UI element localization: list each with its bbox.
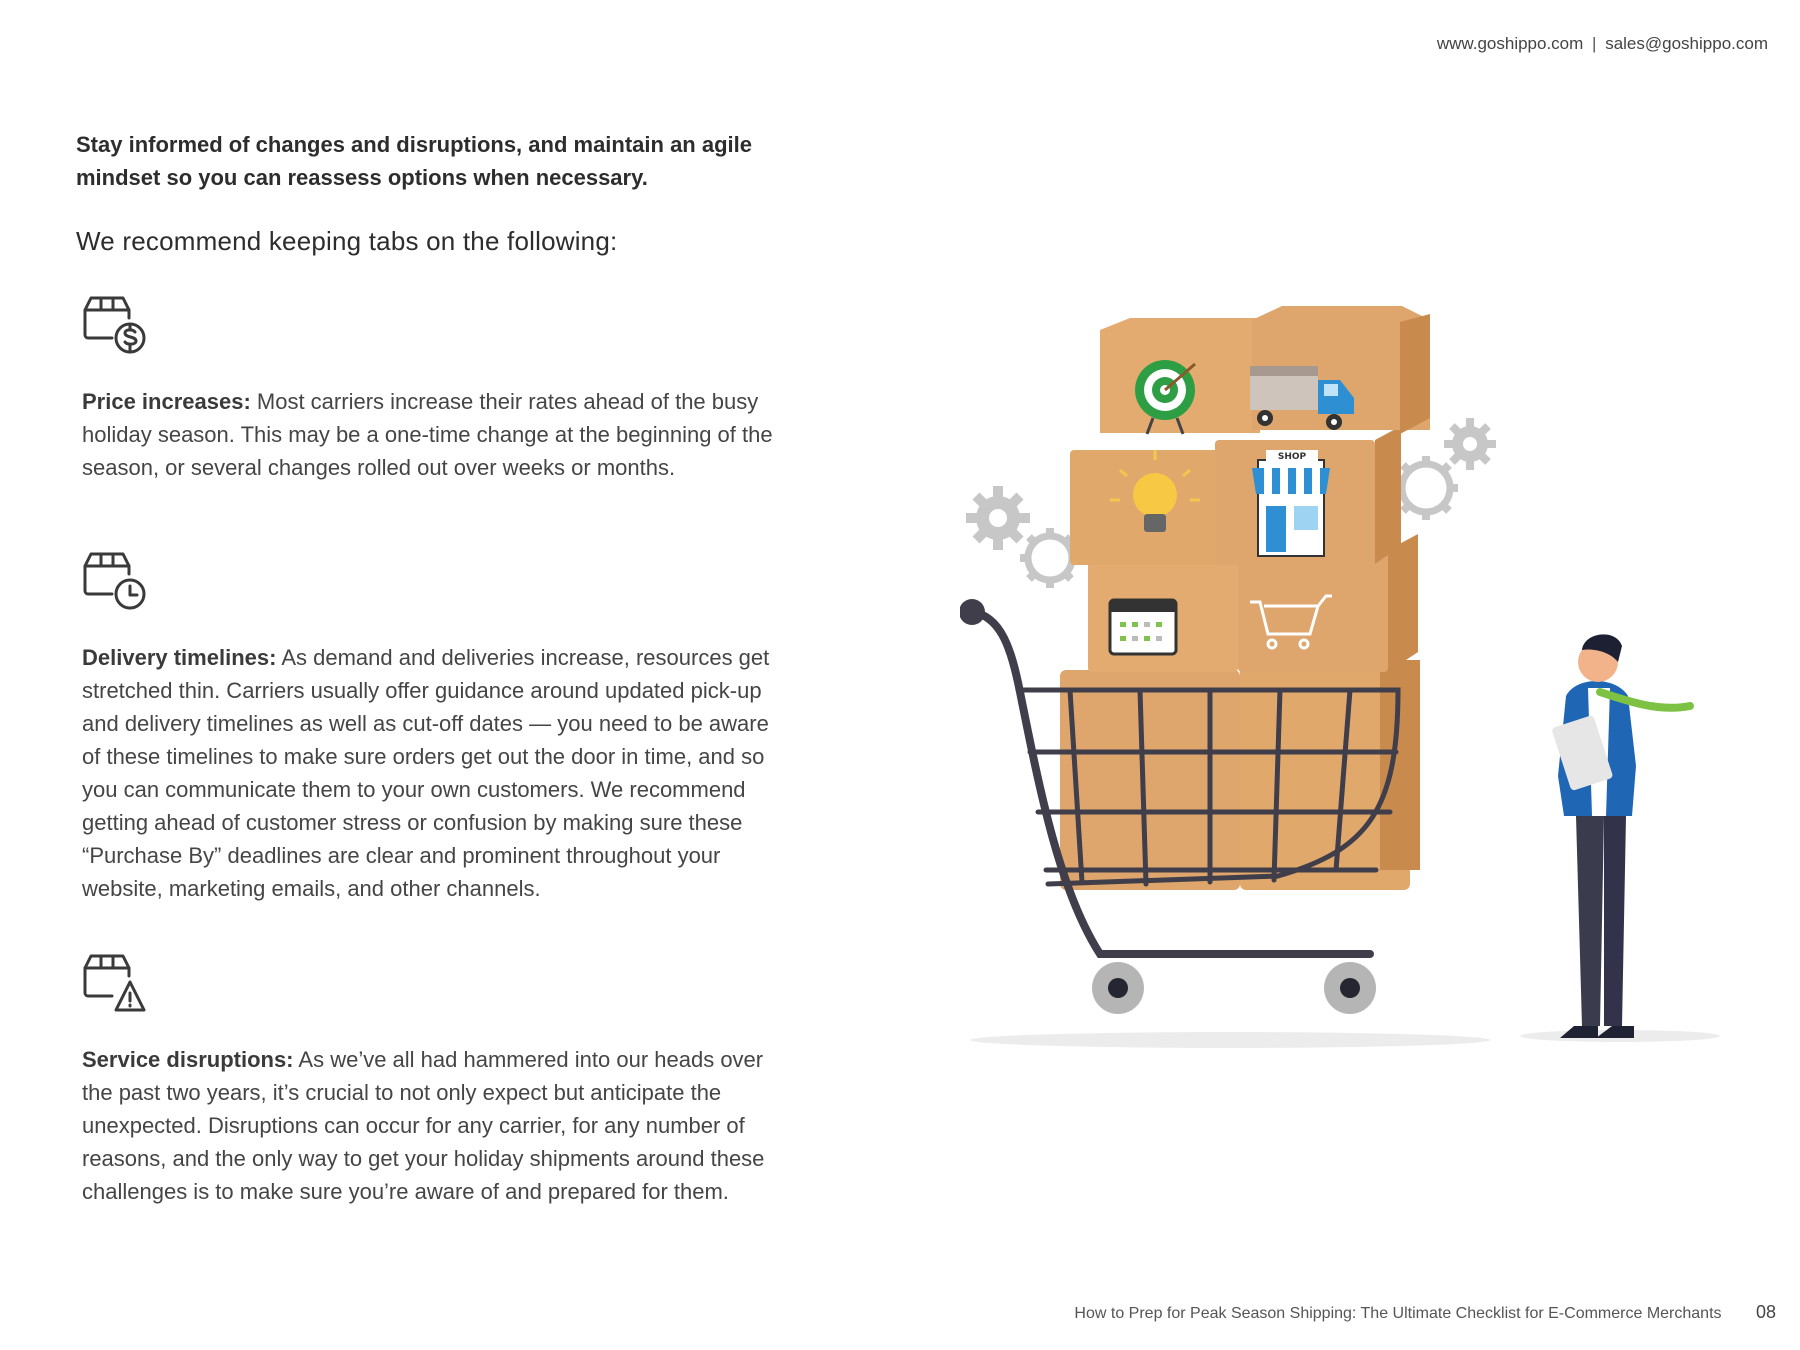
section-service-disruptions [82, 950, 782, 1208]
section-text [82, 385, 782, 484]
box-warning-icon [82, 950, 146, 1014]
cart-wheel [1324, 962, 1376, 1014]
page-footer [1074, 1302, 1776, 1323]
calendar-icon [1110, 600, 1176, 654]
section-text [82, 641, 782, 905]
website-link[interactable]: www.goshippo.com [1436, 34, 1584, 53]
section-title: Service disruptions: [82, 1047, 294, 1072]
box-clock-icon [82, 548, 146, 612]
box-stack [1060, 306, 1430, 890]
subheading: We recommend keeping tabs on the following: [76, 226, 618, 256]
cart-wheel [1092, 962, 1144, 1014]
footer-title: How to Prep for Peak Season Shipping: The Ultimate Checklist for E-Commerce Merchants [1074, 1305, 1722, 1322]
section-body: Most carriers increase their rates ahead of the busy holiday season. This may be a one-time change at the beginning of the season, or several changes rolled out over weeks or months. [82, 389, 773, 480]
section-body: As we’ve all had hammered into our heads over the past two years, it’s crucial to not only expect but anticipate the unexpected. Disruptions can occur for any carrier, for any number of reasons, and the only way to get your holiday shipments around these challenges is to make sure you’re aware of and prepared for them. [82, 1047, 765, 1204]
section-price-increases [82, 292, 782, 484]
section-text [82, 1043, 782, 1208]
shop-icon [1252, 450, 1330, 556]
lead-paragraph: Stay informed of changes and disruptions, and maintain an agile mindset so you can reassess options when necessary. [76, 132, 752, 190]
email-link[interactable]: sales@goshippo.com [1605, 34, 1768, 53]
shop-sign: SHOP [1277, 452, 1307, 462]
section-title: Delivery timelines: [82, 645, 277, 670]
page-header [1437, 34, 1768, 54]
section-body: As demand and deliveries increase, resources get stretched thin. Carriers usually offer guidance around updated pick-up and delivery timelines as well as cut-off dates — you need to be aware of these timelines to make sure orders get out the door in time, and so you can communicate them to your own customers. We recommend getting ahead of customer stress or confusion by making sure these “Purchase By” deadlines are clear and prominent throughout your website, marketing emails, and other channels. [82, 645, 770, 901]
page-number: 08 [1755, 1302, 1776, 1322]
businessman-figure [1551, 634, 1690, 1038]
shopping-cart-illustration [960, 300, 1760, 1060]
gear-icon [966, 486, 1030, 550]
header-separator: | [1592, 34, 1597, 53]
section-delivery-timelines [82, 548, 782, 905]
section-title: Price increases: [82, 389, 251, 414]
gear-icon [1394, 456, 1458, 520]
box-dollar-icon [82, 292, 146, 356]
gear-icon [1444, 418, 1496, 470]
